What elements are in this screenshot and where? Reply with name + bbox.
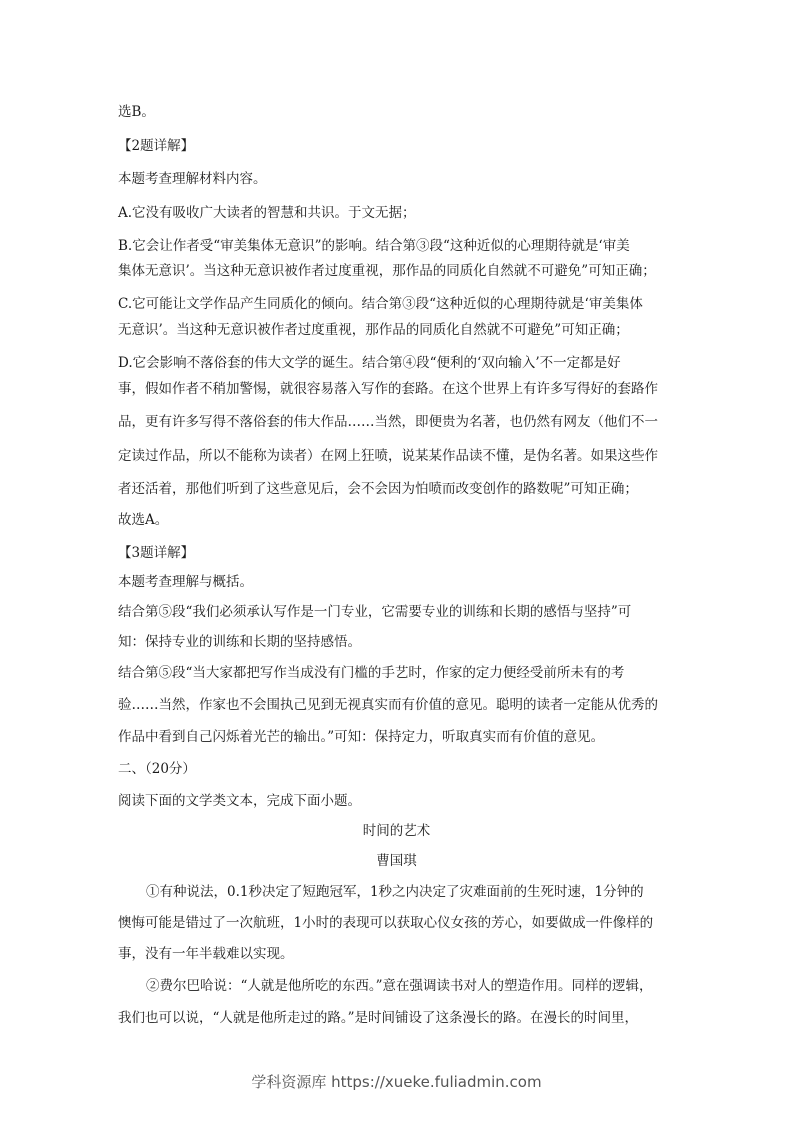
article-author: 曹国琪 xyxy=(376,853,417,869)
text-line: 集体无意识’。当这种无意识被作者过度重视，那作品的同质化自然就不可避免”可知正确； xyxy=(118,263,656,279)
text-line: 结合第⑤段“当大家都把写作当成没有门槛的手艺时，作家的定力便经受前所未有的考 xyxy=(118,665,625,681)
article-title: 时间的艺术 xyxy=(362,823,431,839)
paragraph-line: 懊悔可能是错过了一次航班，1小时的表现可以获取心仪女孩的芳心，如要做成一件像样的 xyxy=(118,915,654,931)
footer-watermark: 学科资源库 https://xueke.fuliadmin.com xyxy=(251,1073,542,1091)
text-line: 验……当然，作家也不会围执己见到无视真实而有价值的意见。聪明的读者一定能从优秀的 xyxy=(118,697,658,713)
text-line: B.它会让作者受“审美集体无意识”的影响。结合第③段“这种近似的心理期待就是‘审美 xyxy=(118,238,630,254)
text-line: 结合第⑤段“我们必须承认写作是一门专业，它需要专业的训练和长期的感悟与坚持”可 xyxy=(118,604,632,620)
paragraph-line: 我们也可以说，“人就是他所走过的路。”是时间铺设了这条漫长的路。在漫长的时间里， xyxy=(118,1010,639,1026)
text-line: 故选A。 xyxy=(118,512,169,528)
section-heading: 【3题详解】 xyxy=(118,545,195,561)
text-line: 无意识’。当这种无意识被作者过度重视，那作品的同质化自然就不可避免”可知正确； xyxy=(118,322,629,338)
paragraph-line: ①有种说法，0.1秒决定了短跑冠军，1秒之内决定了灾难面前的生死时速，1分钟的 xyxy=(146,884,644,900)
text-line: 知：保持专业的训练和长期的坚持感悟。 xyxy=(118,634,361,650)
section-heading: 二、（20分） xyxy=(118,761,196,777)
text-line: 本题考查理解与概括。 xyxy=(118,574,253,590)
text-line: D.它会影响不落俗套的伟大文学的诞生。结合第④段“便利的‘双向输入’不一定都是好 xyxy=(118,355,621,371)
section-heading: 【2题详解】 xyxy=(118,138,195,154)
text-line: 品，更有许多写得不落俗套的伟大作品……当然，即便贵为名著，也仍然有网友（他们不一 xyxy=(118,414,658,430)
text-line: C.它可能让文学作品产生同质化的倾向。结合第③段“这种近似的心理期待就是‘审美集体 xyxy=(118,296,643,312)
paragraph-line: 事，没有一年半载难以实现。 xyxy=(118,946,294,962)
text-line: A.它没有吸收广大读者的智慧和共识。于文无据； xyxy=(118,205,416,221)
text-line: 作品中看到自己闪烁着光芒的输出。”可知：保持定力，听取真实而有价值的意见。 xyxy=(118,729,605,745)
text-line: 选B。 xyxy=(118,104,155,120)
text-line: 者还活着，那他们听到了这些意见后，会不会因为怕喷而改变创作的路数呢”可知正确； xyxy=(118,481,638,497)
text-line: 本题考查理解材料内容。 xyxy=(118,171,267,187)
text-line: 阅读下面的文学类文本，完成下面小题。 xyxy=(118,793,361,809)
text-line: 定读过作品，所以不能称为读者）在网上狂喷，说某某作品读不懂，是伪名著。如果这些作 xyxy=(118,448,658,464)
text-line: 事，假如作者不稍加警惕，就很容易落入写作的套路。在这个世界上有许多写得好的套路作 xyxy=(118,381,658,397)
paragraph-line: ②费尔巴哈说：“人就是他所吃的东西。”意在强调读书对人的塑造作用。同样的逻辑， xyxy=(146,978,653,994)
